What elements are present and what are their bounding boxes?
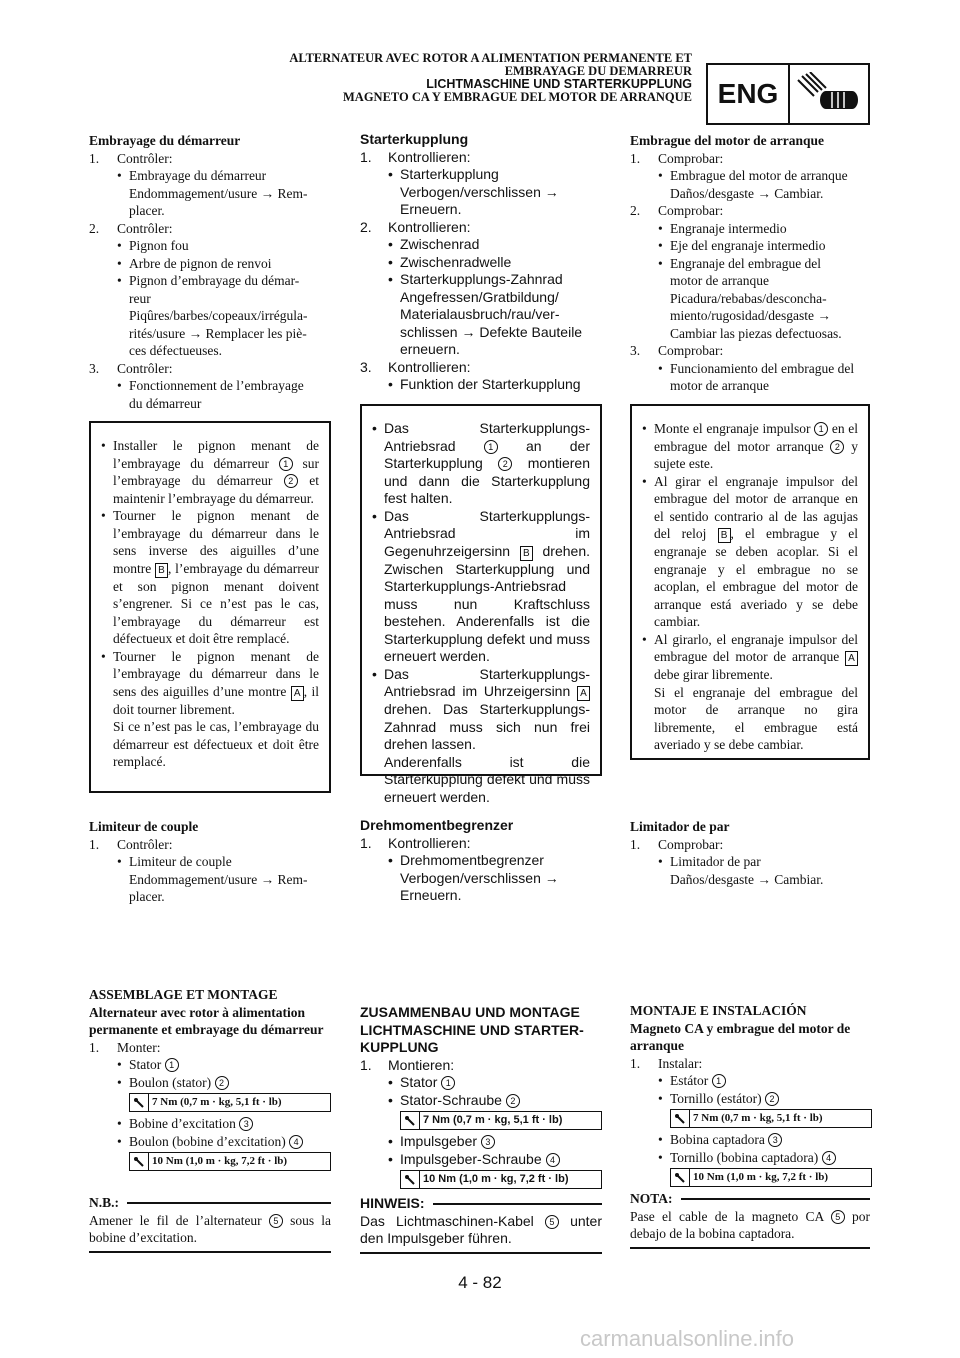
bullet-text: Tornillo (estátor) — [670, 1090, 766, 1106]
bullet-text: Bobine d’excitation — [129, 1116, 240, 1131]
callout-number: 3 — [239, 1117, 253, 1131]
note-text: unter den Impulsgeber führen. — [360, 1212, 602, 1246]
callout-letter: B — [718, 528, 731, 543]
step-text: Monter: — [117, 1039, 161, 1055]
callout-number: 5 — [545, 1215, 559, 1229]
section-tab — [706, 63, 870, 125]
note-text: Al girar el engranaje impulsor del embrague del motor de arranque en el sentido contrario al de las agujas del reloj — [654, 473, 858, 541]
bullet-text: Eje del engranaje intermedio — [670, 238, 826, 253]
step-number: 1. — [630, 836, 641, 852]
callout-number: 2 — [765, 1092, 779, 1106]
es-assembly-subtitle: Magneto CA y embrague del motor de arranque — [630, 1020, 851, 1053]
bullet-text: Arbre de pignon de renvoi — [129, 255, 272, 271]
fr-note — [89, 1194, 331, 1253]
bullet-text: Zwischenrad — [400, 236, 480, 252]
note-text: , l’embrayage du démarreur et son pignon menant doivent s’engrener. Si ce n’est pas le cas, l’embrayage du démarreur est défectueux et doit être remplacé. — [113, 560, 319, 646]
bullet-text: Starterkupplung — [400, 166, 499, 182]
callout-number: 4 — [822, 1151, 836, 1165]
callout-number: 1 — [441, 1076, 455, 1090]
fr-assembly-subtitle: Alternateur avec rotor à alimentation permanente et embrayage du démarreur — [89, 1004, 324, 1037]
step-text: Kontrollieren: — [388, 834, 471, 851]
bullet-text: Fonctionnement de l’embrayage — [129, 378, 304, 393]
bullet-text: Starterkupplungs-Zahnrad — [400, 271, 563, 287]
callout-number: 5 — [269, 1214, 283, 1228]
callout-number: 3 — [768, 1133, 782, 1147]
step-number: 1. — [360, 148, 372, 165]
note-label: HINWEIS: — [360, 1195, 425, 1211]
bullet-detail: Daños/desgaste → Cambiar. — [670, 871, 824, 887]
bullet-detail: Materialausbruch/rau/ver- — [400, 306, 560, 322]
callout-number: 1 — [484, 440, 498, 454]
torque-spec — [400, 1170, 602, 1189]
note-text: drehen. Das Starterkupplungs-Zahnrad muss sich nun frei drehen lassen. — [384, 701, 590, 752]
step-number: 3. — [89, 360, 100, 376]
bullet-detail: ces défectueuses. — [129, 343, 222, 358]
note-text: Das Starterkupplungs-Antriebsrad im Gegenuhrzeigersinn — [384, 507, 590, 559]
callout-number: 5 — [831, 1210, 845, 1224]
step-text: Comprobar: — [658, 836, 724, 852]
es-assembly-title: MONTAJE E INSTALACIÓN — [630, 1003, 807, 1018]
step-number: 3. — [360, 358, 372, 375]
step-number: 1. — [360, 1056, 372, 1073]
note-text: y sujete este. — [654, 438, 858, 471]
bullet-detail: Erneuern. — [400, 201, 462, 217]
bullet-text: Limiteur de couple — [129, 854, 232, 869]
callout-number: 2 — [215, 1076, 229, 1090]
note-text: Das Starterkupplungs-Antriebsrad — [384, 420, 590, 454]
de-note — [360, 1195, 602, 1254]
bullet-text: Funktion der Starterkupplung — [400, 376, 581, 392]
note-text: sous la bobine d’excitation. — [89, 1212, 332, 1245]
callout-number: 1 — [814, 422, 828, 436]
step-text: Contrôler: — [117, 150, 173, 166]
bullet-text: Stator — [129, 1057, 165, 1072]
note-text: debe girar libremente. — [654, 667, 773, 682]
note-text: Das Lichtmaschinen-Kabel — [360, 1212, 545, 1229]
note-label: NOTA: — [630, 1191, 673, 1206]
note-text: Monte el engranaje impulsor — [654, 421, 815, 436]
callout-number: 4 — [289, 1135, 303, 1149]
callout-number: 1 — [712, 1074, 726, 1088]
bullet-detail: Cambiar las piezas defectuosas. — [670, 325, 842, 341]
note-text: Das Starterkupplungs-Antriebsrad im Uhrzeigersinn — [384, 665, 590, 699]
torque-wrench-icon — [401, 1171, 420, 1188]
header-line-es: MAGNETO CA Y EMBRAGUE DEL MOTOR DE ARRANQUE — [343, 90, 692, 104]
step-text: Comprobar: — [658, 203, 724, 218]
step-number: 2. — [89, 220, 100, 236]
fr-assembly-title: ASSEMBLAGE ET MONTAGE — [89, 987, 278, 1002]
de-assembly-section: ZUSAMMENBAU UND MONTAGE LICHTMASCHINE UND STARTER-KUPPLUNG 1. Montieren: • Stator 1 • Stator-Schraube 2 7 Nm (0,7 m · kg, 5,1 ft · lb) • Impulsgeber 3 • Impulsgeber-Schraube 4 10 Nm (1,0 m · kg, 7,2 ft · lb) — [360, 1004, 602, 1192]
step-text: Kontrollieren: — [388, 148, 471, 165]
bullet-detail: Endommagement/usure → Rem- — [129, 871, 308, 887]
note-text: sur l’embrayage du démarreur — [113, 455, 319, 488]
de-inspection-section: Starterkupplung 1. Kontrollieren: • Starterkupplung Verbogen/verschlissen → Erneuern. 2. Kontrollieren: • Zwischenrad • Zwischenradwelle • Starterkupplungs-Zahnrad Angefressen/Gratbildung/ Materialausbruch/rau/ver- schlissen → Defekte Bauteile erneuern. 3. Kontrollieren: • Funktion der Starterkupplung — [360, 131, 602, 394]
bullet-detail: Angefressen/Gratbildung/ — [400, 288, 559, 305]
step-text: Contrôler: — [117, 360, 173, 376]
callout-number: 2 — [830, 440, 844, 454]
note-text: Amener le fil de l’alternateur — [89, 1212, 269, 1228]
note-text: Tourner le pignon menant de l’embrayage du démarreur dans le sens des aiguilles d’une montre — [113, 648, 319, 699]
step-text: Contrôler: — [117, 220, 173, 236]
bullet-detail: Verbogen/verschlissen → — [400, 183, 559, 200]
note-text: , el embrague y el engranaje se deben acoplar. Si el engranaje y el embrague no se acoplan, el embrague del motor de arranque está averiado y se debe cambiar. — [654, 526, 858, 629]
es-title-starter-clutch: Embrague del motor de arranque — [630, 133, 824, 148]
es-title-torque-limiter: Limitador de par — [630, 819, 730, 834]
torque-wrench-icon — [671, 1169, 690, 1186]
step-text: Comprobar: — [658, 150, 724, 166]
bullet-text: Limitador de par — [670, 854, 761, 869]
torque-spec — [670, 1109, 872, 1128]
step-text: Montieren: — [388, 1056, 455, 1073]
step-number: 1. — [630, 150, 641, 166]
bullet-text: Pignon d’embrayage du démar- — [129, 273, 300, 288]
callout-letter: B — [155, 563, 168, 578]
callout-number: 3 — [481, 1135, 495, 1149]
de-torque-limiter-section: Drehmomentbegrenzer 1. Kontrollieren: • Drehmomentbegrenzer Verbogen/verschlissen → Erneuern. — [360, 817, 602, 905]
watermark: carmanualsonline.info — [580, 1326, 795, 1351]
bullet-text: Boulon (stator) — [129, 1074, 215, 1090]
torque-value: 7 Nm (0,7 m · kg, 5,1 ft · lb) — [693, 1111, 823, 1124]
torque-wrench-icon — [401, 1112, 420, 1129]
bullet-detail: Picadura/rebabas/desconcha- — [670, 290, 827, 306]
callout-number: 1 — [165, 1058, 179, 1072]
bullet-text: Embrayage du démarreur — [129, 168, 267, 183]
bullet-detail: miento/rugosidad/desgaste → — [670, 308, 831, 323]
bullet-detail: reur — [129, 290, 151, 306]
fr-title-torque-limiter: Limiteur de couple — [89, 819, 199, 834]
note-text: et maintenir l’embrayage du démarreur. — [113, 473, 319, 506]
callout-number: 2 — [498, 457, 512, 471]
bullet-detail: erneuern. — [400, 341, 460, 357]
bullet-detail: Erneuern. — [400, 887, 462, 903]
page-number: 4 - 82 — [458, 1273, 502, 1292]
torque-value: 7 Nm (0,7 m · kg, 5,1 ft · lb) — [152, 1095, 282, 1108]
bullet-text: Tornillo (bobina captadora) — [670, 1149, 822, 1165]
de-title-starter-clutch: Starterkupplung — [360, 131, 469, 147]
torque-wrench-icon — [130, 1094, 149, 1111]
note-text: Si ce n’est pas le cas, l’embrayage du démarreur est défectueux et doit être remplacé. — [113, 719, 319, 769]
callout-number: 2 — [506, 1094, 520, 1108]
bullet-detail: schlissen → Defekte Bauteile — [400, 323, 583, 340]
torque-wrench-icon — [130, 1153, 149, 1170]
bullet-text: Embrague del motor de arranque — [670, 168, 848, 183]
torque-value: 10 Nm (1,0 m · kg, 7,2 ft · lb) — [152, 1154, 288, 1167]
de-note-box: • Das Starterkupplungs-Antriebsrad 1 an der Starterkupplung 2 montieren und dann die Starterkupplung fest halten. • Das Starterkupplungs-Antriebsrad im Gegenuhrzeigersinn B drehen. Zwischen Starterkupplung und Starterkupplungs-Antriebsrad muss nun Kraftschluss bestehen. Anderenfalls ist die Starterkupplung defekt und muss erneuert werden. • Das Starterkupplungs-Antriebsrad im Uhrzeigersinn A drehen. Das Starterkupplungs-Zahnrad muss sich nun frei drehen lassen. Anderenfalls ist die Starterkupplung defekt und muss erneuert werden. — [360, 404, 602, 776]
step-text: Comprobar: — [658, 343, 724, 358]
note-text: montieren und dann die Starterkupplung fest halten. — [384, 455, 590, 506]
torque-spec — [129, 1093, 331, 1112]
header-line-de: LICHTMASCHINE UND STARTERKUPPLUNG — [426, 77, 692, 91]
bullet-text: Stator-Schraube — [400, 1091, 506, 1108]
note-text: an der Starterkupplung — [384, 437, 590, 471]
bullet-detail: Piqûres/barbes/copeaux/irrégula- — [129, 308, 308, 323]
torque-wrench-icon — [671, 1110, 690, 1127]
bullet-text: Funcionamiento del embrague del — [670, 360, 855, 376]
callout-letter: A — [291, 686, 304, 701]
bullet-text: Engranaje del embrague del — [670, 255, 822, 271]
note-text: Installer le pignon menant de l’embrayage du démarreur — [113, 438, 319, 471]
bullet-text: Impulsgeber-Schraube — [400, 1150, 546, 1167]
header-line-fr-1: ALTERNATEUR AVEC ROTOR A ALIMENTATION PERMANENTE ET — [289, 51, 692, 65]
running-header — [289, 52, 692, 104]
step-number: 1. — [360, 834, 372, 851]
note-text: Al girarlo, el engranaje impulsor del embrague del motor de arranque — [654, 631, 858, 664]
torque-spec — [670, 1168, 872, 1187]
bullet-detail: du démarreur — [129, 395, 202, 411]
bullet-text: Stator — [400, 1074, 442, 1090]
fr-inspection-section: Embrayage du démarreur 1. Contrôler: • Embrayage du démarreur Endommagement/usure → Rem- placer. 2. Contrôler: • Pignon fou • Arbre de pignon de renvoi • Pignon d’embrayage du démar- reur Piqûres/barbes/copeaux/irrégula- rités/usure → Remplacer les piè- ces défectueuses. 3. Contrôler: • Fonctionnement de l’embrayage du démarreur — [89, 132, 331, 412]
callout-number: 2 — [284, 474, 298, 488]
section-label: ENG — [708, 65, 790, 123]
bullet-detail: placer. — [129, 889, 165, 904]
step-number: 1. — [89, 1039, 100, 1055]
callout-number: 4 — [546, 1153, 560, 1167]
note-text: por debajo de la bobina captadora. — [630, 1208, 871, 1241]
es-note — [630, 1190, 870, 1249]
fr-assembly-section: ASSEMBLAGE ET MONTAGE Alternateur avec rotor à alimentation permanente et embrayage du démarreur 1. Monter: • Stator 1 • Boulon (stator) 2 7 Nm (0,7 m · kg, 5,1 ft · lb) • Bobine d’excitation 3 • Boulon (bobine d’excitation) 4 10 Nm (1,0 m · kg, 7,2 ft · lb) — [89, 986, 331, 1174]
bullet-detail: motor de arranque — [670, 378, 769, 393]
step-text: Kontrollieren: — [388, 358, 471, 375]
bullet-detail: rités/usure → Remplacer les piè- — [129, 325, 307, 341]
note-text: , il doit tourner librement. — [113, 683, 319, 717]
note-text: en el embrague del motor arranque — [654, 421, 858, 454]
step-number: 1. — [630, 1055, 641, 1071]
bullet-detail: Daños/desgaste → Cambiar. — [670, 185, 824, 201]
bullet-text: Bobina captadora — [670, 1132, 769, 1147]
step-number: 2. — [630, 203, 641, 218]
bullet-text: Pignon fou — [129, 238, 189, 253]
bullet-text: Drehmomentbegrenzer — [400, 852, 544, 868]
step-text: Contrôler: — [117, 836, 173, 852]
torque-spec — [400, 1111, 602, 1130]
bullet-detail: Verbogen/verschlissen → — [400, 869, 559, 886]
bullet-detail: Endommagement/usure → Rem- — [129, 185, 308, 201]
note-text: Si el engranaje del embrague del motor de arranque no gira libremente, el embrague está averiado y se debe cambiar. — [654, 684, 858, 752]
torque-spec — [129, 1152, 331, 1171]
step-number: 2. — [360, 218, 372, 235]
note-text: drehen. Zwischen Starterkupplung und Starterkupplungs-Antriebsrad muss nun Kraftschluss bestehen. Anderenfalls ist die Starterkupplung defekt und muss erneuert werden. — [384, 542, 590, 664]
bullet-text: Boulon (bobine d’excitation) — [129, 1133, 290, 1149]
step-number: 1. — [89, 836, 100, 852]
bullet-detail: placer. — [129, 203, 165, 218]
es-note-box: • Monte el engranaje impulsor 1 en el embrague del motor arranque 2 y sujete este. • Al girar el engranaje impulsor del embrague del motor de arranque en el sentido contrario al de las agujas del reloj B , el embrague y el engranaje se deben acoplar. Si el engranaje y el embrague no se acoplan, el embrague del motor de arranque está averiado y se debe cambiar. • Al girarlo, el engranaje impulsor del embrague del motor de arranque A debe girar libremente. Si el engranaje del embrague del motor de arranque no gira libremente, el embrague está averiado y se debe cambiar. — [630, 404, 870, 760]
header-line-fr-2: EMBRAYAGE DU DEMARREUR — [504, 64, 692, 78]
step-number: 1. — [89, 150, 100, 166]
callout-letter: A — [577, 686, 590, 701]
engine-icon — [790, 65, 868, 123]
step-number: 3. — [630, 343, 641, 358]
callout-letter: B — [520, 546, 533, 561]
bullet-text: Impulsgeber — [400, 1133, 481, 1149]
bullet-text: Zwischenradwelle — [400, 253, 512, 270]
note-label: N.B.: — [89, 1195, 119, 1210]
de-assembly-title: ZUSAMMENBAU UND MONTAGE — [360, 1004, 580, 1020]
de-title-torque-limiter: Drehmomentbegrenzer — [360, 817, 514, 833]
es-inspection-section: Embrague del motor de arranque 1. Comprobar: • Embrague del motor de arranque Daños/desgaste → Cambiar. 2. Comprobar: • Engranaje intermedio • Eje del engranaje intermedio • Engranaje del embrague del motor de arranque Picadura/rebabas/desconcha- miento/rugosidad/desgaste → Cambiar las piezas defectuosas. 3. Comprobar: • Funcionamiento del embrague del motor de arranque — [630, 132, 872, 395]
es-torque-limiter-section: Limitador de par 1. Comprobar: • Limitador de par Daños/desgaste → Cambiar. — [630, 818, 872, 888]
fr-note-box: • Installer le pignon menant de l’embrayage du démarreur 1 sur l’embrayage du démarreur 2 et maintenir l’embrayage du démarreur. • Tourner le pignon menant de l’embrayage du démarreur dans le sens inverse des aiguilles d’une montre B , l’embrayage du démarreur et son pignon menant doivent s’engrener. Si ce n’est pas le cas, l’embrayage du démarreur est défectueux et doit être remplacé. • Tourner le pignon menant de l’embrayage du démarreur dans le sens des aiguilles d’une montre A , il doit tourner librement. Si ce n’est pas le cas, l’embrayage du démarreur est défectueux et doit être remplacé. — [89, 421, 331, 793]
torque-value: 7 Nm (0,7 m · kg, 5,1 ft · lb) — [423, 1113, 563, 1126]
torque-value: 10 Nm (1,0 m · kg, 7,2 ft · lb) — [693, 1170, 829, 1183]
note-text: Anderenfalls ist die Starterkupplung defekt und muss erneuert werden. — [384, 753, 590, 805]
callout-letter: A — [845, 651, 858, 666]
bullet-text: Estátor — [670, 1073, 712, 1088]
de-assembly-subtitle: LICHTMASCHINE UND STARTER-KUPPLUNG — [360, 1021, 584, 1055]
step-text: Kontrollieren: — [388, 218, 471, 235]
bullet-text: Engranaje intermedio — [670, 220, 787, 236]
fr-torque-limiter-section: Limiteur de couple 1. Contrôler: • Limiteur de couple Endommagement/usure → Rem- placer. — [89, 818, 331, 906]
note-text: Tourner le pignon menant de l’embrayage du démarreur dans le sens inverse des aiguilles d’une montre — [113, 508, 319, 576]
callout-number: 1 — [279, 457, 293, 471]
fr-title-starter-clutch: Embrayage du démarreur — [89, 133, 241, 148]
note-text: Pase el cable de la magneto CA — [630, 1208, 831, 1224]
es-assembly-section: MONTAJE E INSTALACIÓN Magneto CA y embrague del motor de arranque 1. Instalar: • Estátor 1 • Tornillo (estátor) 2 7 Nm (0,7 m · kg, 5,1 ft · lb) • Bobina captadora 3 • Tornillo (bobina captadora) 4 10 Nm (1,0 m · kg, 7,2 ft · lb) — [630, 1002, 872, 1190]
step-text: Instalar: — [658, 1055, 703, 1071]
torque-value: 10 Nm (1,0 m · kg, 7,2 ft · lb) — [423, 1172, 569, 1185]
bullet-detail: motor de arranque — [670, 273, 769, 288]
